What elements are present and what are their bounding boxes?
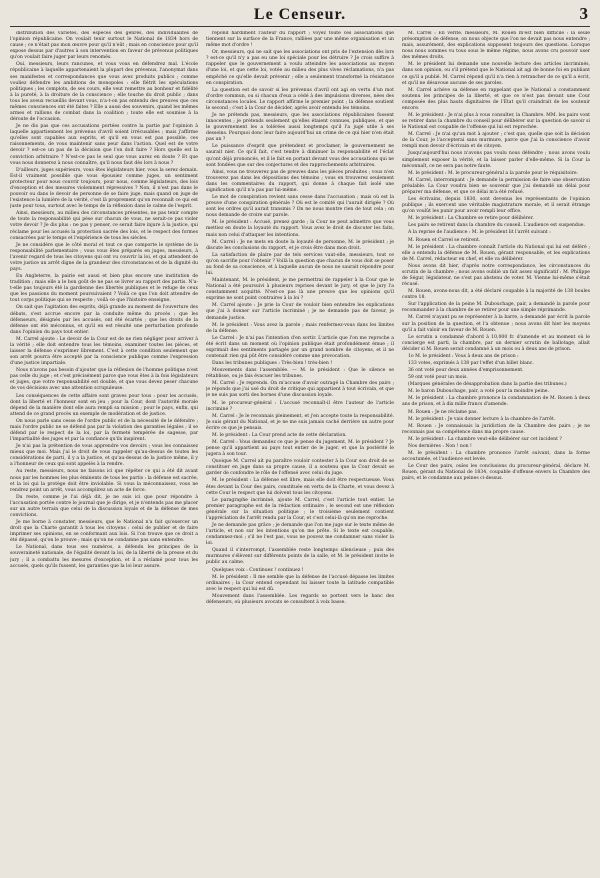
paragraph: Je n'ai pas la prétention de vous apprendre vos devoirs ; vous les connaissez mieux que moi. Mais j'ai le droit de vous rappeler qu'au-dessus de toutes les considérations de parti, il y a la justice, et qu'au-dessus de la justice même, il y a l'honneur de ceux qui sont appelés à la rendre. [10, 444, 198, 468]
paragraph: 59 ont voté pour un mois. [408, 375, 468, 381]
paragraph: D'ailleurs, juges supérieurs, vous êtes législateurs hier, vous la serez demain. Est-il vraiment possible que vous épousiez comme juges, un sentiment protecteur pour nous couvrir toujours, pour nous, comme législateurs, des lois d'exception et des mesures violemment répressives ? Non, il n'est pas dans le pouvoir ou dans le devoir de personne de se faire juge, mais quand on juge de l'existence la lumière de la vérité, c'est là proprement qu'on reconnaît ce qui est juste pour tous, surtout avec le temps de la réflexion dans le calme de l'esprit. [10, 167, 198, 210]
paragraph: Quelques voix : Continuez ! continuez ! [212, 567, 304, 573]
paragraph: Les écrivains, depuis 1830, sont devenus les représentants de l'opinion publique ; ils exercent une véritable magistrature morale, et il serait étrange qu'on voulût les punir pour avoir rempli leur office. [402, 197, 590, 215]
paragraph: Quoique M. Carrel ait pu paraître vouloir contester à la Cour son droit de se constituer en juge dans sa propre cause, il a soutenu que la Cour devait se garder de confondre le rôle de l'offensé avec celui du juge. [206, 459, 394, 477]
newspaper-title: Le Censeur. [253, 6, 347, 23]
paragraph: M. Rouen : Je connaissais la juridiction de la Chambre des pairs ; je ne reconnais pas sa compétence dans ma propre cause. [402, 423, 590, 435]
paragraph: M. Carrel : Je n'ai qu'un mot à ajouter ; c'est que, quelle que soit la décision de la Cour, je l'accepterai sans murmure, parce que j'ai la conscience d'avoir rempli mon devoir d'écrivain et de citoyen. [402, 132, 590, 150]
paragraph: M. Carrel ajoute : Je prie la Cour de vouloir bien entendre les explications que j'ai à donner sur l'article incriminé ; je ne demande pas de faveur, je demande justice. [206, 303, 394, 321]
masthead [10, 6, 590, 27]
column-middle [206, 31, 394, 875]
paragraph: M. Rouen, avons-nous dit, a été déclaré coupable à la majorité de 138 boules contre 18. [402, 289, 590, 301]
paragraph: Du reste, comme je l'ai déjà dit, je ne suis ici que pour répondre à l'accusation portée contre le journal que je dirige, et je n'entends pas me placer sur un autre terrain que celui de la discussion loyale et de la défense de mes convictions. [10, 494, 198, 519]
paragraph: A la reprise de l'audience : M. le président lit l'arrêt suivant : [408, 230, 551, 236]
paragraph: On sait que l'agitation des esprits, déjà grande au moment de l'ouverture des débats, s'est accrue encore par la conduite même du procès ; que les défenseurs, désignés par les accusés, ont été écartés ; que les droits de la défense ont été méconnus, et qu'il en est résulté une perturbation profonde dans l'opinion du pays tout entier. [10, 305, 198, 335]
paragraph: M. le président : La Chambre se retire pour délibérer. [408, 216, 534, 222]
paragraph: Le mot de conspiration revient sans cesse dans l'accusation ; mais où est la preuve d'une conspiration générale ? Où est le comité qui l'aurait dirigée ? Où sont les ordres qu'il aurait transmis ? On ne nous montre rien de tout cela ; on nous demande de croire sur parole. [206, 195, 394, 219]
paragraph: Je me borne à constater, messieurs, que le National n'a fait qu'exercer un droit que la Charte garantit à tous les citoyens : celui de publier et de faire imprimer ses opinions, en se conformant aux lois. Si l'on trouve que ce droit a été dépassé, qu'on le prouve ; mais qu'on ne condamne pas sans entendre. [10, 520, 198, 544]
paragraph: M. le président : Je n'ai plus à vous consulter, la Chambre. MM. les pairs vont se retirer dans la chambre du conseil pour délibérer sur la question de savoir si le National est coupable de l'offense qui lui est reprochée. [402, 113, 590, 131]
paragraph: M. le procureur-général : L'accusé reconnaît-il être l'auteur de l'article incriminé ? [206, 400, 394, 412]
paragraph: M. le président lui demande une nouvelle lecture des articles incriminés, dans son opinion, ou s'il prétend que le National ait agi de bonne foi en publiant ce qu'il a publié. M. Carrel répond qu'il n'a rien à retrancher de ce qu'il a écrit, et qu'il ne désavoue aucune de ses paroles. [402, 62, 590, 86]
paragraph: M. Rouen et Carrel se retirent. [408, 237, 481, 243]
paragraph: M. le président : Il me semble que la défense de l'accusé dépasse les limites ordinaires ; la Cour entend cependant lui laisser toute la latitude compatible avec le respect qui lui est dû. [206, 574, 394, 592]
paragraph: On nous parle sans cesse de l'ordre public et de la nécessité de le défendre ; mais l'ordre public ne se défend pas par la violation des garanties légales ; il se défend par le respect de la loi, par la fermeté tempérée de sagesse, par l'impartialité des juges et par la confiance qu'ils inspirent. [10, 418, 198, 443]
paragraph: répond hardiment l'auteur du rapport ; voyez toute ces associations que tiennent sur la surface de la France, rallièes par une même organisation et un même mot d'ordre ! [206, 31, 394, 49]
paragraph: distribution des variétés, des espèces des genres, des individualités de l'opinion républicaine. On voulait tenir surtout le National de 1834 hors de cause ; ce n'était pas mon œuvre pour qu'il n'eût ; mais en conscience pour qu'il expose dessus par d'autres à son intervention en faveur de prévenus politiques qu'on voulait faire juger par leurs renomés. [10, 31, 198, 61]
paragraph: M. Carrel : Je le reconnais pleinement, et j'en accepte toute la responsabilité. Je suis gérant du National, et je ne me suis jamais caché derrière un autre pour écrire ce que je pensais. [206, 413, 394, 431]
paragraph: Le National, dans tous ses numéros, a défendu les principes de la souveraineté nationale, de l'égalité devant la loi, de la liberté de la presse et du jury ; il a combattu les mesures d'exception, et il a réclamé pour tous les accusés, quels qu'ils fussent, les garanties que la loi leur assure. [10, 545, 198, 569]
column-right [402, 31, 590, 875]
paragraph: M. le président : La chambre veut-elle délibérer sur cet incident ? [408, 436, 562, 442]
paragraph: Au reste, messieurs, nous ne faisons ici que répéter ce qui a été dit avant nous par les hommes les plus éminents de tous les partis : la défense est sacrée, et la loi qui la protège doit être inviolable. Si vous la méconnaissez, vous ne rendrez point un arrêt, vous accomplirez un acte de force. [10, 469, 198, 493]
paragraph: M. le président : La chambre connaît l'article du National qui lui est déféré ; elle a entendu la défense de M. Rouen, gérant responsable, et les explications de M. Carrel, rédacteur en chef, et elle va délibérer. [402, 244, 590, 262]
paragraph: M. le président : La chambre prononce la condamnation de M. Rouen à deux ans de prison, et à dix mille francs d'amende. [402, 396, 590, 408]
paragraph: Je ne dis pas que ces accusations portées contre la partie par l'opinion à laquelle appartiennent les prévenus d'avril soient irrécusables ; mais j'affirme qu'elles sont capables aux esprits, et qu'il en vous est pas possible, ces raisonnements, de vous maintenir sans peur dans l'action. Quel est de votre devoir ? est-ce un pas de la décision que l'on doit faire ? Hors quelle est la conviction arbitraire ? N'est-ce pas le seul que vous aurez en doute ? Et que vous nous donnerez à nous connaître, qu'il nous faut dès lors à nous ? [10, 124, 198, 166]
paragraph: M. le président : Vous avez la parole ; mais renfermez-vous dans les limites de la défense. [206, 322, 394, 334]
paragraph: M. le baron Dubouchage, pair, a voté pour la moindre peine. [408, 389, 549, 395]
paragraph: Je ne demande pas grâce ; je demande que l'on me juge sur le texte même de l'article, et non sur les intentions qu'on me prête. Si le texte est coupable, condamnez-moi ; s'il ne l'est pas, vous ne pouvez me condamner sans violer la loi. [206, 523, 394, 547]
paragraph: Nous avons dit hier, d'après notre correspondance, les circonstances du scrutin de la chambre ; nous avons oublié un fait assez significatif : M. Philippe de Ségur, législateur, ne s'est pas abstenu de voter. M. Vienne lui-même s'était récusé. [402, 263, 590, 288]
paragraph: 36 ont voté pour deux années d'emprisonnement. [408, 368, 524, 374]
paragraph: Le Carrel : Je n'ai pas l'intention d'en sortir. L'article que l'on me reproche a été écrit dans un moment où l'opinion publique était profondément émue ; il exprimait des sentiments partagés par un grand nombre de citoyens, et il ne contenait rien qui pût être considéré comme une provocation. [206, 335, 394, 359]
paragraph: M. Carrel : Vous demandez ce que je pense du jugement, M. le président ? Je pense qu'il appartient au pays tout entier de le juger, et que la postérité le jugera à son tour. [206, 440, 394, 458]
paragraph: Les conséquences de cette affaire sont graves pour tous : pour les accusés, dont la liberté et l'honneur sont en jeu ; pour la Cour, dont l'autorité morale dépend de la manière dont elle aura rempli sa mission ; pour le pays, enfin, qui attend de ce grand procès un exemple de modération et de justice. [10, 393, 198, 417]
paragraph: Dans les tribunes publiques : Très-bien ! très-bien ! [212, 361, 333, 367]
paragraph: Le Cour des pairs, ouïes les conclusions du procureur-général, déclare M. Rouen, gérant du National de 1834, coupable d'offense envers la Chambre des pairs, et le condamne aux peines ci-dessus. [402, 464, 590, 482]
paragraph: Maintenant, M. le président, je me permettrai de rappeler à la Cour que le National a été poursuivi à plusieurs reprises devant le jury, et que le jury l'a constamment acquitté. N'est-ce pas là une preuve que les opinions qu'il exprime ne sont point contraires à la loi ? [206, 278, 394, 302]
paragraph: Nous n'avons pas besoin d'ajouter que la réflexion de l'homme politique n'est pas celle du juge ; et c'est précisément parce que vous êtes à la fois législateurs et juges, que votre responsabilité est double, et que vous devez peser chacune de vos décisions avec une attention scrupuleuse. [10, 368, 198, 392]
paragraph: Quand il s'interrompt, l'assemblée reste longtemps silencieuse ; puis des murmures s'élèvent sur différents points de la salle, et M. le président invite le public au calme. [206, 548, 394, 566]
paragraph: Jusqu'aujourd'hui nous n'avons pas voulu nous défendre ; nous avons voulu simplement exposer la vérité, et la laisser parler d'elle-même. Si la Cour la méconnaît, ce ne sera pas notre faute. [402, 151, 590, 169]
paragraph: Nos dernières : Non ! non ! [408, 443, 472, 449]
article-columns [10, 31, 590, 875]
paragraph: 1o M. le président : Vous à deux ans de prison : [408, 353, 519, 359]
paragraph: Mouvements dans l'assemblée. — M. le président : Que le silence se rétablisse, ou je fais évacuer les tribunes. [206, 368, 394, 380]
paragraph: Le puissance d'esprit que prétendent et proclamer, le gouvernement ne saurait nier. Ce qu'il fait, c'est tendre à diminuer la responsabilité et l'éclat qu'ont déjà prononcés, et il le fait en portant devant vous des accusations qui ne sont fondées que sur des conjectures et des rapprochements arbitraires. [206, 144, 394, 168]
paragraph: M. Carrel : En vérité, messieurs, M. Rouen m'est bien difficile : la seule présomption de défense, on nous objecte que l'on ne devait pas nous entendre ; mais, assurément, des explications supposent toujours des questions. Lorsque nous nous sommes vu tous sous le même régime, nous avons cru pouvoir user des mêmes droits. [402, 31, 590, 61]
paragraph: M. le président : Je vais donner lecture à la chambre de l'arrêt. [408, 416, 556, 422]
paragraph: M. Carrel ajoute : Le devoir de la Cour est de ne rien négliger pour arriver à la vérité ; elle doit entendre tous les témoins, examiner toutes les pièces, et laisser la défense s'exprimer librement. C'est à cette condition seulement que son arrêt pourra être accepté par la conscience publique comme l'expression d'une justice impartiale. [10, 336, 198, 367]
paragraph: Ainsi, messieurs, au milieu des circonstances présentes, ne pas tenir compte de toute la responsabilité qui pèse sur chacun de vous, ne serait-ce pas violer votre devoir ? Je dis plus : ne pas y penser, ce serait faire injure à la justice, qui réclame pour les accusés la protection sacrée des lois, et le respect des formes consacrées par le temps et l'expérience de tous les siècles. [10, 211, 198, 241]
paragraph: Or, messieurs, qui ne sait que les associations ont pris de l'extension dès lors ? est-ce qu'il n'y a pas eu une loi spéciale pour les détruire ? Je crois suffire à rappeler que le gouvernement a voulu atteindre les associations au moyen d'une loi, et que cette loi, votée au milieu des plus vives réclamations, n'a pas empêché ce qu'elle devait prévenir ; elle a seulement transformé la résistance en conspiration. [206, 50, 394, 86]
paragraph: Je ne considère que le côté moral et tout ce que comporte le système de la responsabilité parlementaire ; vous vous êtes préparés en juges, messieurs, à l'avenir regard de tous les citoyens qui ont vu couvrir la loi, et qui attendent de votre justice un arrêt digne de la grandeur des circonstances et de la dignité du pays. [10, 242, 198, 272]
paragraph: M. le président : La chambre prononce l'arrêt suivant, dans la forme accoutumée, et l'audience est levée. [402, 451, 590, 463]
paragraph: M. le président : Accusé, prenez garde ; la Cour ne peut admettre que vous mettiez en doute la loyauté du rapport. Vous avez le droit de discuter les faits, mais non celui d'attaquer les intentions. [206, 220, 394, 238]
paragraph: M. le président : La Cour prend acte de cette déclaration. [212, 432, 347, 438]
paragraph: Oui, messieurs, leurs rancunes, et vous vous en défendrez mal. L'école républicaine à laquelle appartenaient la plupart des prévenus, l'anonymat dans ses manifestes et correspondances que vous avez produits publics ; comme vouliez défendre les ambitions de monopoles : elle flétrit les spéculations politiques ; les complots, de ses cours, elle veut remettre au bonheur et fidélité à la pureté, à la droiture de la conscience ; elle touche du droit public ; dans tous les aveux recueillis devant vous, n'a-t-on pas entendu des preuves que ces mêmes consciences ont été faites ? Elle a aussi des souvenirs, quand les mêmes armes et rallions de combat dans la coalition ; toute elle est soumise à la déroute de l'occasion. [10, 62, 198, 123]
paragraph: M. Carrel : Je reprends. On m'accuse d'avoir outragé la Chambre des pairs ; je réponds que j'ai usé du droit de critique qui appartient à tout écrivain, et que je ne suis pas sorti des bornes d'une discussion loyale. [206, 381, 394, 399]
paragraph: 133 votes, exprimés à 138 par l'effet d'un billet blanc. [408, 360, 534, 366]
paragraph: M. Carrel achève sa défense en rappelant que le National a constamment soutenu les principes de la liberté, et que ce n'est pas devant une Cour composée des plus hauts dignitaires de l'État qu'il craindrait de les soutenir encore. [402, 87, 590, 111]
paragraph: (Marques générales de désapprobation dans la partie des tribunes.) [408, 382, 567, 388]
paragraph: M. le président : La défense est libre, mais elle doit être respectueuse. Vous êtes devant la Cour des pairs, constituée en vertu de la Charte, et vous devez à cette Cour le respect que lui doivent tous les citoyens. [206, 478, 394, 496]
page-number: 3 [579, 4, 588, 23]
paragraph: M. Carrel : Je ne mets en doute la loyauté de personne, M. le président ; je discute les conclusions du rapport, et je crois être dans mon droit. [206, 239, 394, 251]
paragraph: M. le président : M. le procureur-général a la parole pour le réquisitoire. [408, 170, 579, 176]
paragraph: En Angleterre, la pairie est aussi et bien plus encore une institution de tradition ; mais elle a le bon goût de ne pas se livrer au rapport des partis. N'a-t-elle pas toujours été la gardienne des libertés publiques et le refuge de ceux que les passions du moment poursuivaient ? Voilà ce que l'on doit attendre de tout corps politique qui se respecte ; voilà ce que l'histoire enseigne. [10, 274, 198, 304]
paragraph: Sur l'application de la peine M. Dubouchage, pair, a demandé la parole pour recommander à la chambre de se retirer pour une simple réprimande. [402, 302, 590, 314]
paragraph: Le scrutin a condamné d'abord à 10,000 fr. d'amende et au moment où le concierge est parti, la chambre, par un dernier scrutin de ballotage, allait décider si M. Rouen serait condamné à un mois ou à deux ans de prison. [402, 334, 590, 352]
paragraph: Les pairs se retirent dans la chambre du conseil. L'audience est suspendue. [408, 223, 585, 229]
column-left [10, 31, 198, 875]
paragraph: Ainsi, vous ne trouverez pas de preuves dans les pièces produites ; vous n'en trouverez pas dans les dépositions des témoins ; vous en trouverez seulement dans les commentaires du rapport, qui donne à chaque fait isolé une signification qu'il n'a pas par lui-même. [206, 169, 394, 193]
paragraph: La satisfaction de plaire par de tels services vaut-elle, messieurs, tout ce qu'on sacrifie pour l'obtenir ? Voilà la question que chacun de vous doit se poser au fond de sa conscience, et à laquelle aucun de nous ne saurait répondre pour lui. [206, 252, 394, 276]
paragraph: Je ne prétends pas, messieurs, que les associations républicaines fussent innocentes ; je prétends seulement qu'elles étaient connues, publiques, et que le gouvernement les a tolérées aussi longtemps qu'il l'a jugé utile à ses desseins. Pourquoi donc leur faire aujourd'hui un crime de ce qui hier n'en était pas un ? [206, 113, 394, 143]
paragraph: Le paragraphe incriminé, ajoute M. Carrel, c'est l'article tout entier. Le premier paragraphe est de la rédaction ordinaire ; le second est une réflexion générale sur la situation politique ; le troisième seulement contient l'appréciation de l'arrêt rendu par la Cour, et c'est celui-là qu'on me reproche. [206, 497, 394, 521]
paragraph: Mouvement dans l'assemblée. Les regards se portent vers le banc des défenseurs, où plusieurs avocats se consultent à voix basse. [206, 593, 394, 605]
paragraph: M. Rouen : Je ne réclame pas. [408, 409, 478, 415]
paragraph: M. Carrel n'ayant pu se représenter à la barre, a demandé par écrit la parole sur la position de la question, et l'a obtenue ; nous avons dit hier les moyens qu'il a fait valoir en faveur de M. Rouen. [402, 315, 590, 333]
paragraph: La question est de savoir si les prévenus d'avril ont agi en vertu d'un mot d'ordre commun, ou si chacun d'eux a cédé à des impulsions diverses, nées des circonstances locales. Le rapport affirme le premier point ; la défense soutient le second ; c'est à la Cour de décider, après avoir entendu les témoins. [206, 87, 394, 111]
paragraph: M. Carrel, interrompant : Je demande la permission de faire une observation préalable. La Cour voudra bien se souvenir que j'ai demandé un délai pour préparer ma défense, et que ce délai m'a été refusé. [402, 177, 590, 195]
